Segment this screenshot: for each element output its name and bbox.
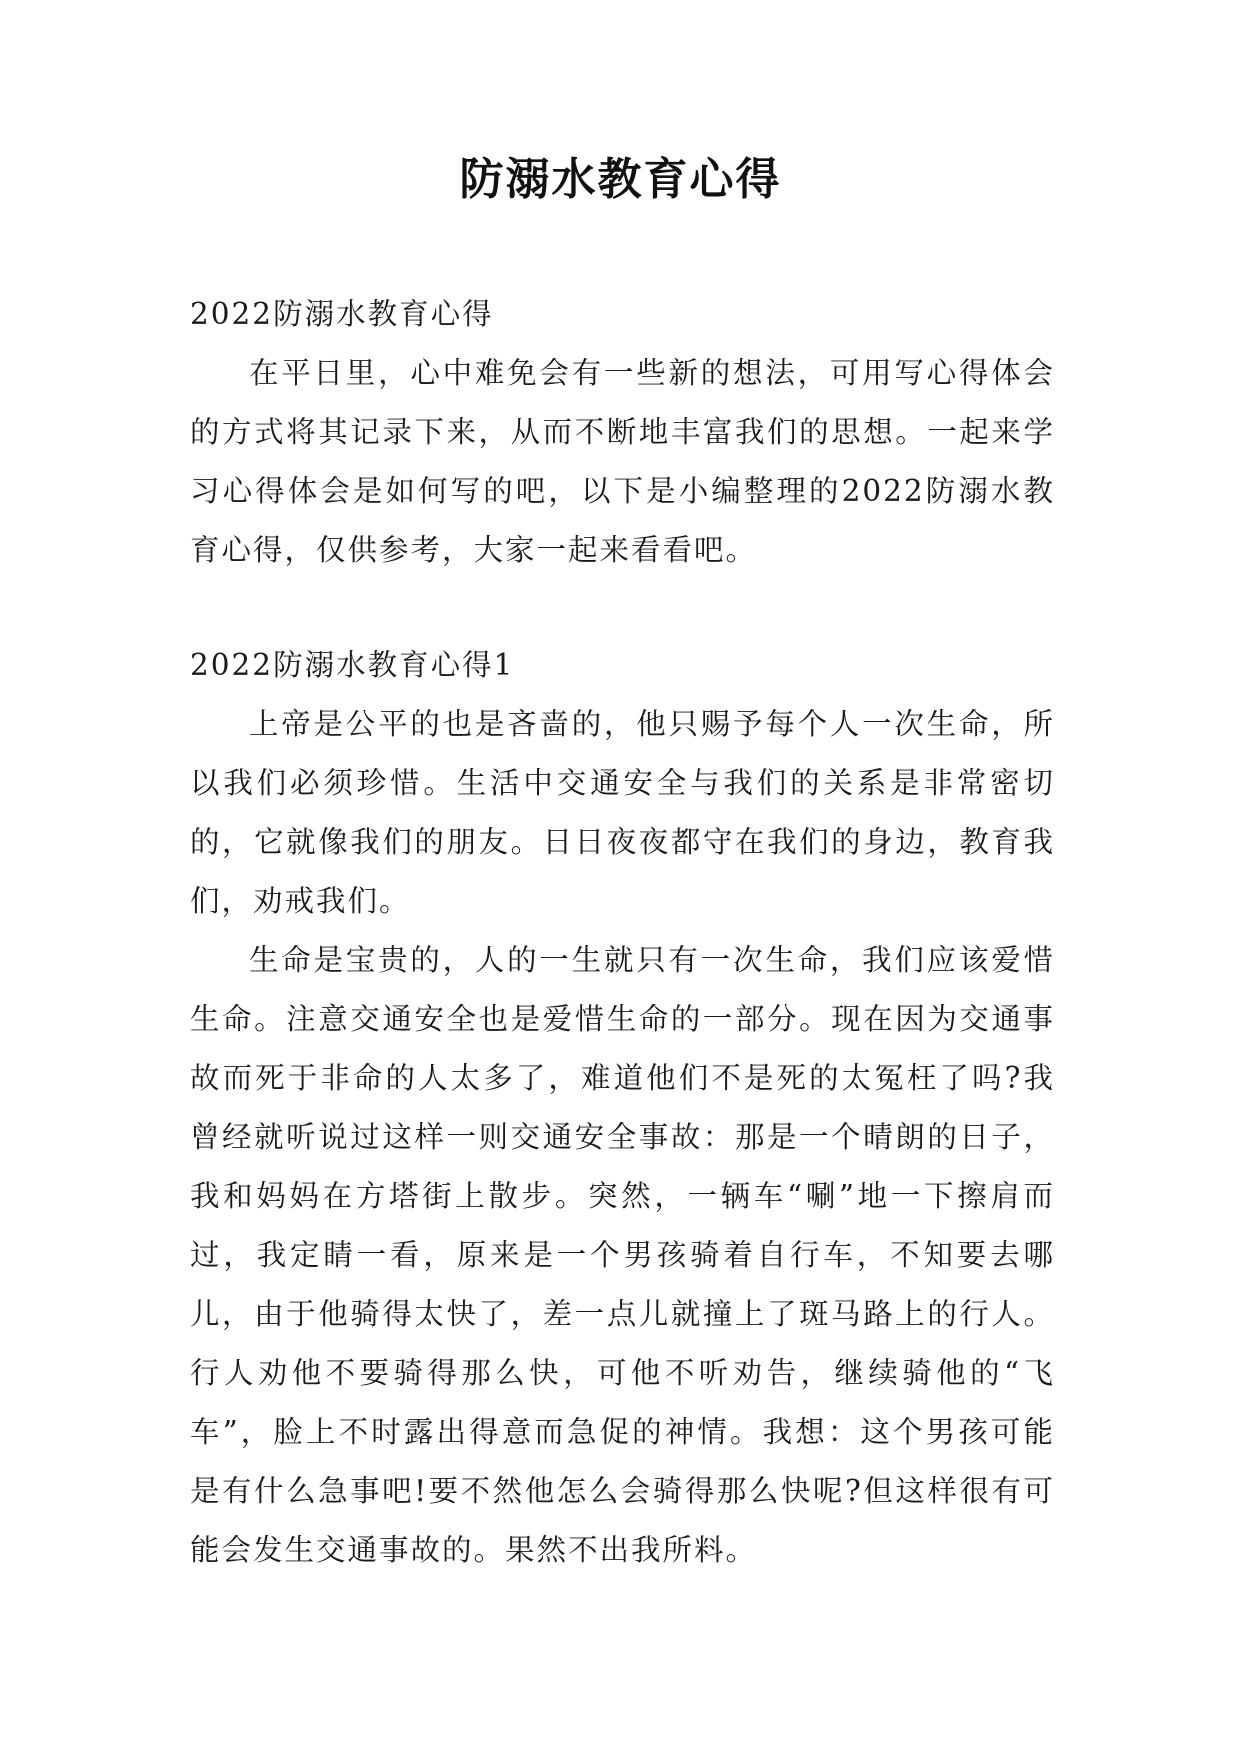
document-title: 防溺水教育心得 xyxy=(459,154,782,205)
section1-paragraph-2: 生命是宝贵的，人的一生就只有一次生命，我们应该爱惜生命。注意交通安全也是爱惜生命的一部分。现在因为交通事故而死于非命的人太多了，难道他们不是死的太冤枉了吗?我曾经就听说过这样一则交通安全事故：那是一个晴朗的日子，我和妈妈在方塔街上散步。突然，一辆车“唰”地一下擦肩而过，我定睛一看，原来是一个男孩骑着自行车，不知要去哪儿，由于他骑得太快了，差一点儿就撞上了斑马路上的行人。行人劝他不要骑得那么快，可他不听劝告，继续骑他的“飞车”，脸上不时露出得意而急促的神情。我想：这个男孩可能是有什么急事吧!要不然他怎么会骑得那么快呢?但这样很有可能会发生交通事故的。果然不出我所料。 xyxy=(190,943,1055,1567)
intro-heading: 2022防溺水教育心得 xyxy=(190,297,494,331)
intro-paragraph: 在平日里，心中难免会有一些新的想法，可用写心得体会的方式将其记录下来，从而不断地丰富我们的思想。一起来学习心得体会是如何写的吧，以下是小编整理的2022防溺水教育心得，仅供参考，大家一起来看看吧。 xyxy=(190,356,1055,567)
section-gap xyxy=(190,580,1055,636)
document-body xyxy=(190,285,1055,1580)
section1-paragraph-1: 上帝是公平的也是吝啬的，他只赐予每个人一次生命，所以我们必须珍惜。生活中交通安全与我们的关系是非常密切的，它就像我们的朋友。日日夜夜都守在我们的身边，教育我们，劝戒我们。 xyxy=(190,707,1055,918)
section1-heading: 2022防溺水教育心得1 xyxy=(190,648,515,682)
